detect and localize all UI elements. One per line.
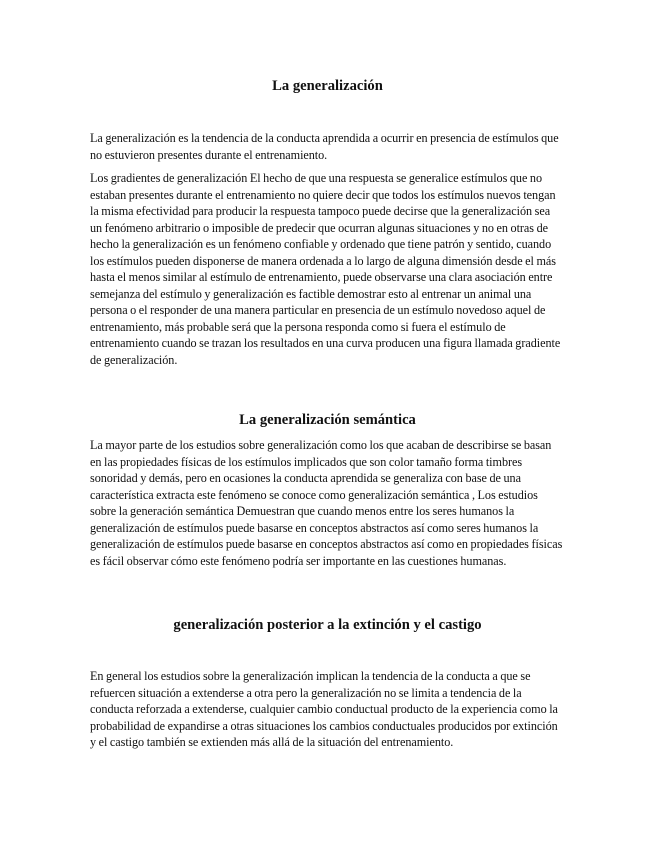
intro-paragraph: La generalización es la tendencia de la conducta aprendida a ocurrir en presencia de estímulos que no estuvieron presentes durante el entrenamiento. xyxy=(90,131,559,162)
extinction-section-heading: generalización posterior a la extinción y el castigo xyxy=(173,617,482,633)
semantic-section-paragraph: La mayor parte de los estudios sobre generalización como los que acaban de describirse se basan en las propiedades físicas de los estímulos implicados que son color tamaño forma timbres sonoridad y demás, pero en ocasiones la conducta aprendida se generaliza con base de una característica extracta este fenómeno se conoce como generalización semántica , Los estudios sobre la generación semántica Demuestran que cuando menos entre los seres humanos la generalización de estímulos puede basarse en conceptos abstractos así como seres humanos la generalización de estímulos puede basarse en conceptos abstractos así como en propiedades físicas es fácil observar cómo este fenómeno podría ser importante en las cuestiones humanas. xyxy=(90,438,563,568)
semantic-section-heading: La generalización semántica xyxy=(239,412,416,428)
document-title: La generalización xyxy=(272,78,383,94)
gradients-paragraph: Los gradientes de generalización El hecho de que una respuesta se generalice estímulos que no estaban presentes durante el entrenamiento no quiere decir que todos los estímulos nuevos tengan la misma efectividad para producir la respuesta tampoco puede decirse que la generalización sea un fenómeno arbitrario o imposible de predecir que ocurran algunas situaciones y no en otras de hecho la generalización es un fenómeno confiable y ordenado que tiene patrón y sentido, cuando los estímulos pueden disponerse de manera ordenada a lo largo de alguna dimensión desde el más hasta el menos similar al estímulo de entrenamiento, puede observarse una clara asociación entre semejanza del estímulo y generalización es factible demostrar esto al entrenar un animal una persona o el responder de una manera particular en presencia de un estímulo novedoso aquel de entrenamiento, más probable será que la persona responda como si fuera el estímulo de entrenamiento cuando se trazan los resultados en una curva producen una figura llamada gradiente de generalización. xyxy=(90,171,561,367)
extinction-section-paragraph: En general los estudios sobre la generalización implican la tendencia de la conducta a que se refuercen situación a extenderse a otra pero la generalización no se limita a tendencia de la conducta reforzada a extenderse, cualquier cambio conductual producto de la experiencia como la probabilidad de expandirse a otras situaciones los cambios conductuales producidos por extinción y el castigo también se extienden más allá de la situación del entrenamiento. xyxy=(90,669,558,749)
